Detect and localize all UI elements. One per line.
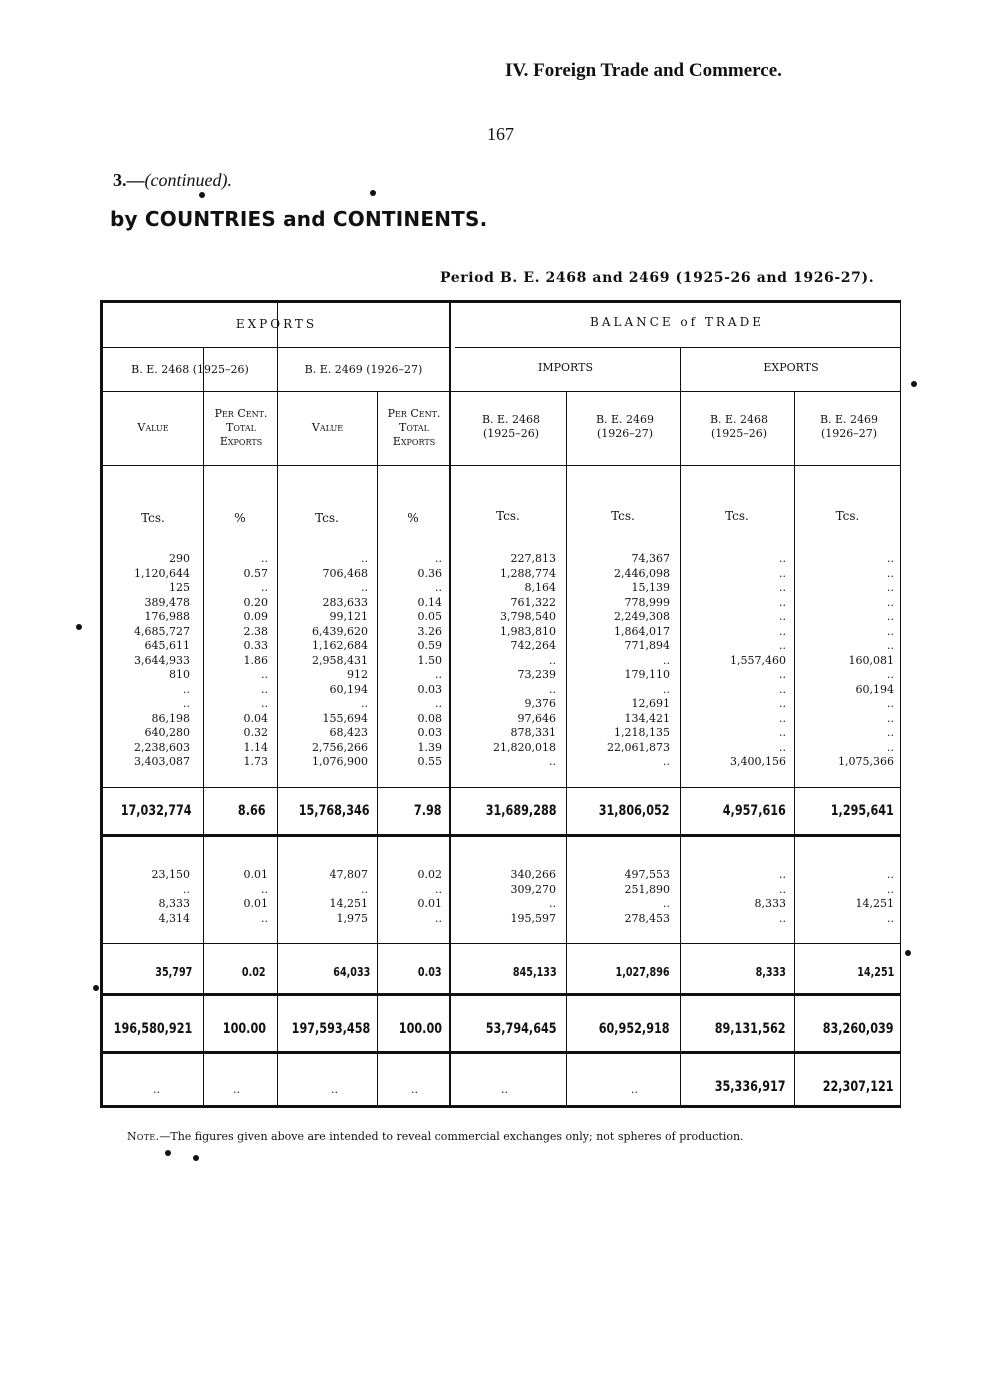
block2-total-pct-2469: 0.03 — [418, 965, 442, 979]
table-cell: .. — [887, 697, 894, 710]
table-cell: 227,813 — [510, 552, 556, 565]
table-cell: 74,367 — [631, 552, 670, 565]
table-cell: .. — [887, 740, 894, 754]
block1-total-imports-2468: 31,689,288 — [486, 803, 557, 819]
block2-exports-2468 — [755, 868, 787, 926]
rule-grand-total — [103, 1051, 901, 1054]
table-cell: .. — [361, 552, 368, 565]
table-cell: 0.33 — [243, 639, 268, 652]
col-pct-2469: Per Cent. Total Exports — [387, 407, 441, 448]
unit-label: % — [407, 511, 419, 525]
unit-label: Tcs. — [835, 509, 860, 523]
unit-label: Tcs. — [611, 509, 635, 523]
table-cell: .. — [549, 653, 556, 667]
table-cell: 60,194 — [329, 682, 368, 696]
header-imports: IMPORTS — [538, 361, 593, 374]
balance-cell: .. — [153, 1083, 160, 1096]
table-cell: .. — [261, 911, 268, 925]
table-cell: 8,164 — [524, 581, 556, 594]
table-cell: .. — [779, 668, 786, 681]
balance-cell: .. — [501, 1083, 508, 1096]
table-cell: 0.01 — [243, 897, 268, 910]
table-cell: 195,597 — [510, 911, 556, 925]
rule-subheader — [103, 391, 901, 392]
block2-imports-2469 — [625, 868, 671, 926]
block1-exports-2469 — [838, 552, 894, 770]
table-cell: 60,194 — [855, 682, 894, 696]
table-cell: .. — [361, 581, 368, 594]
table-cell: 0.59 — [417, 639, 442, 652]
table-cell: 778,999 — [624, 595, 670, 609]
table-cell: 1,864,017 — [614, 624, 670, 638]
table-cell: .. — [261, 668, 268, 681]
table-cell: 3.26 — [417, 624, 442, 638]
block1-value-2468 — [134, 552, 190, 770]
continued-label: (continued). — [144, 170, 232, 190]
grand-total-exports-2469: 83,260,039 — [823, 1021, 894, 1037]
table-cell: .. — [887, 552, 894, 565]
table-cell: .. — [435, 552, 442, 565]
table-cell: .. — [663, 682, 670, 696]
table-cell: 4,685,727 — [134, 624, 190, 638]
col-divider — [566, 391, 567, 1108]
table-cell: 47,807 — [329, 868, 368, 881]
balance-cell: .. — [411, 1083, 418, 1096]
table-cell: 706,468 — [322, 566, 368, 580]
block2-imports-2468 — [511, 868, 557, 926]
table-note — [127, 1130, 744, 1143]
block2-total-value-2468: 35,797 — [154, 965, 192, 979]
table-cell: .. — [779, 697, 786, 710]
ink-speck — [199, 192, 205, 198]
table-cell: 2,249,308 — [614, 610, 670, 623]
table-cell: 22,061,873 — [607, 740, 670, 754]
ink-speck — [905, 950, 911, 956]
table-cell: 640,280 — [144, 726, 190, 739]
table-cell: 9,376 — [524, 697, 556, 710]
unit-label: % — [234, 511, 246, 525]
table-cell: 14,251 — [329, 897, 368, 910]
unit-label: Tcs. — [141, 511, 165, 525]
table-cell: 742,264 — [510, 639, 556, 652]
table-cell: .. — [663, 755, 670, 768]
table-cell: 0.05 — [417, 610, 442, 623]
table-cell: .. — [887, 595, 894, 609]
col-divider — [377, 391, 378, 1108]
table-cell: 0.03 — [417, 726, 442, 739]
table-cell: 3,403,087 — [134, 755, 190, 768]
table-cell: .. — [261, 697, 268, 710]
rule-block2-total — [103, 993, 901, 996]
table-cell: 1.86 — [243, 653, 268, 667]
block1-exports-2468 — [730, 552, 786, 770]
block1-total-exports-2469: 1,295,641 — [830, 803, 894, 819]
table-cell: 1,218,135 — [614, 726, 670, 739]
table-cell: .. — [887, 566, 894, 580]
table-cell: .. — [663, 653, 670, 667]
unit-label: Tcs. — [315, 511, 339, 525]
table-cell: 1.39 — [417, 740, 442, 754]
table-cell: 155,694 — [322, 711, 368, 725]
balance-cell: .. — [331, 1083, 338, 1096]
table-cell: .. — [435, 697, 442, 710]
table-cell: 1,288,774 — [500, 566, 556, 580]
table-cell: .. — [435, 668, 442, 681]
table-cell: 0.01 — [417, 897, 442, 910]
table-cell: 3,644,933 — [134, 653, 190, 667]
table-cell: 2,446,098 — [614, 566, 670, 580]
table-cell: 68,423 — [329, 726, 368, 739]
table-cell: 1,120,644 — [134, 566, 190, 580]
balance-cell: .. — [233, 1083, 240, 1096]
block2-pct-2469 — [418, 868, 443, 926]
table-cell: 1.73 — [243, 755, 268, 768]
ink-speck — [193, 1155, 199, 1161]
header-balance-group: BALANCE of TRADE — [590, 315, 764, 329]
ink-speck — [93, 985, 99, 991]
col-pct-2468: Per Cent. Total Exports — [214, 407, 268, 448]
grand-total-imports-2468: 53,794,645 — [486, 1021, 557, 1037]
table-cell: 761,322 — [510, 595, 556, 609]
block2-exports-2469 — [856, 868, 895, 926]
table-cell: .. — [261, 581, 268, 594]
table-cell: .. — [779, 868, 786, 881]
table-cell: 0.36 — [417, 566, 442, 580]
col-value-2468: Value — [137, 421, 169, 434]
table-cell: .. — [887, 624, 894, 638]
table-cell: .. — [887, 911, 894, 925]
table-cell: 179,110 — [624, 668, 670, 681]
balance-exports-2468: 35,336,917 — [715, 1079, 786, 1095]
block2-total-exports-2468: 8,333 — [755, 965, 786, 979]
col-value-2469: Value — [311, 421, 344, 434]
header-exports: EXPORTS — [763, 361, 819, 374]
table-cell: 2,238,603 — [134, 740, 190, 754]
table-cell: .. — [887, 610, 894, 623]
table-cell: .. — [887, 726, 894, 739]
table-cell: .. — [779, 610, 786, 623]
balance-exports-2469: 22,307,121 — [823, 1079, 894, 1095]
table-cell: .. — [887, 882, 894, 896]
table-cell: 160,081 — [848, 653, 894, 667]
table-cell: .. — [887, 581, 894, 594]
col-divider — [794, 391, 795, 1108]
note-text: —The figures given above are intended to reveal commercial exchanges only; not spheres of production. — [159, 1130, 744, 1143]
col-imports-2468: B. E. 2468 (1925–26) — [481, 413, 541, 440]
table-cell: 309,270 — [510, 882, 556, 896]
table-cell: 0.55 — [417, 755, 442, 768]
table-cell: 1,075,366 — [838, 755, 894, 768]
table-cell: 1.14 — [243, 740, 268, 754]
table-cell: 125 — [169, 581, 190, 594]
table-cell: 1,162,684 — [312, 639, 368, 652]
table-subtitle: by COUNTRIES and CONTINENTS. — [110, 207, 488, 231]
unit-label: Tcs. — [725, 509, 749, 523]
grand-total-imports-2469: 60,952,918 — [599, 1021, 670, 1037]
block1-total-pct-2468: 8.66 — [238, 803, 266, 819]
table-cell: 0.57 — [243, 566, 268, 580]
unit-label: Tcs. — [496, 509, 520, 523]
col-divider — [680, 347, 681, 1108]
table-cell: .. — [663, 897, 670, 910]
table-cell: 2,756,266 — [312, 740, 368, 754]
block2-pct-2468 — [244, 868, 269, 926]
block1-total-exports-2468: 4,957,616 — [722, 803, 786, 819]
block1-imports-2469 — [607, 552, 670, 770]
rule-balance-group — [455, 347, 901, 348]
table-cell: .. — [779, 624, 786, 638]
col-divider — [203, 347, 204, 1108]
table-cell: .. — [549, 682, 556, 696]
period-heading: Period B. E. 2468 and 2469 (1925-26 and 1926-27). — [440, 270, 875, 286]
table-cell: 12,691 — [631, 697, 670, 710]
table-cell: .. — [887, 711, 894, 725]
table-cell: .. — [549, 897, 556, 910]
table-cell: .. — [261, 552, 268, 565]
table-cell: 0.01 — [243, 868, 268, 881]
block2-total-pct-2468: 0.02 — [242, 965, 266, 979]
table-cell: 645,611 — [144, 639, 190, 652]
table-cell: .. — [261, 682, 268, 696]
col-imports-2469: B. E. 2469 (1926–27) — [595, 413, 655, 440]
table-cell: 73,239 — [517, 668, 556, 681]
table-cell: 0.08 — [417, 711, 442, 725]
table-cell: 134,421 — [624, 711, 670, 725]
block2-total-exports-2469: 14,251 — [856, 965, 894, 979]
table-cell: .. — [183, 882, 190, 896]
table-cell: .. — [779, 682, 786, 696]
table-cell: 1,076,900 — [312, 755, 368, 768]
rule-block1-end — [103, 787, 901, 788]
table-cell: .. — [549, 755, 556, 768]
table-cell: 97,646 — [517, 711, 556, 725]
table-cell: 389,478 — [144, 595, 190, 609]
block1-total-imports-2469: 31,806,052 — [599, 803, 670, 819]
table-cell: 278,453 — [624, 911, 670, 925]
table-cell: 6,439,620 — [312, 624, 368, 638]
table-cell: 2,958,431 — [312, 653, 368, 667]
table-cell: 0.32 — [243, 726, 268, 739]
table-cell: 340,266 — [510, 868, 556, 881]
table-cell: 912 — [347, 668, 368, 681]
ink-speck — [76, 624, 82, 630]
table-cell: .. — [779, 581, 786, 594]
table-cell: .. — [261, 882, 268, 896]
grand-total-value-2468: 196,580,921 — [113, 1021, 192, 1037]
table-cell: 0.02 — [417, 868, 442, 881]
block1-pct-2469 — [418, 552, 443, 770]
trade-table — [100, 300, 901, 1108]
table-cell: .. — [779, 882, 786, 896]
table-cell: .. — [779, 552, 786, 565]
table-cell: 86,198 — [151, 711, 190, 725]
table-cell: 497,553 — [624, 868, 670, 881]
table-cell: .. — [183, 682, 190, 696]
table-cell: 15,139 — [631, 581, 670, 594]
grand-total-pct-2468: 100.00 — [222, 1021, 266, 1037]
table-continued-heading — [113, 170, 232, 191]
table-cell: 0.04 — [243, 711, 268, 725]
table-cell: .. — [887, 668, 894, 681]
table-cell: 3,400,156 — [730, 755, 786, 768]
block1-pct-2468 — [244, 552, 269, 770]
grand-total-value-2469: 197,593,458 — [291, 1021, 370, 1037]
table-cell: .. — [435, 911, 442, 925]
col-divider-main — [449, 303, 451, 1108]
table-cell: 1,557,460 — [730, 653, 786, 667]
table-cell: 1,975 — [336, 911, 368, 925]
table-cell: .. — [887, 868, 894, 881]
table-cell: .. — [779, 740, 786, 754]
block1-value-2469 — [312, 552, 368, 770]
table-cell: 99,121 — [329, 610, 368, 623]
block1-total-pct-2469: 7.98 — [414, 803, 442, 819]
table-cell: .. — [779, 726, 786, 739]
table-cell: .. — [779, 711, 786, 725]
table-cell: .. — [435, 581, 442, 594]
table-cell: 810 — [169, 668, 190, 681]
table-cell: 21,820,018 — [493, 740, 556, 754]
table-cell: 251,890 — [624, 882, 670, 896]
block2-value-2469 — [330, 868, 369, 926]
grand-total-exports-2468: 89,131,562 — [715, 1021, 786, 1037]
table-cell: 290 — [169, 552, 190, 565]
block1-total-value-2469: 15,768,346 — [299, 803, 370, 819]
table-cell: 2.38 — [243, 624, 268, 638]
block2-value-2468 — [152, 868, 191, 926]
page-number: 167 — [487, 124, 514, 144]
rule-colheader — [103, 465, 901, 466]
note-label: Note. — [127, 1130, 160, 1143]
table-cell: .. — [887, 639, 894, 652]
ink-speck — [911, 381, 917, 387]
table-cell: 0.03 — [417, 682, 442, 696]
table-cell: .. — [779, 566, 786, 580]
table-cell: 283,633 — [322, 595, 368, 609]
rule-block1-total — [103, 834, 901, 837]
table-cell: .. — [435, 882, 442, 896]
table-cell: .. — [779, 639, 786, 652]
table-cell: .. — [361, 697, 368, 710]
section-header: IV. Foreign Trade and Commerce. — [505, 60, 782, 81]
table-cell: 8,333 — [754, 897, 786, 910]
table-cell: 3,798,540 — [500, 610, 556, 623]
block2-total-imports-2469: 1,027,896 — [615, 965, 670, 979]
table-cell: .. — [183, 697, 190, 710]
table-number: 3.— — [113, 170, 145, 190]
balance-cell: .. — [631, 1083, 638, 1096]
col-exports-2468: B. E. 2468 (1925–26) — [709, 413, 769, 440]
table-cell: .. — [361, 882, 368, 896]
ink-speck — [370, 190, 376, 196]
table-cell: .. — [779, 911, 786, 925]
table-cell: 176,988 — [144, 610, 190, 623]
table-cell: 0.14 — [417, 595, 442, 609]
grand-total-pct-2469: 100.00 — [398, 1021, 442, 1037]
rule-block2-end — [103, 943, 901, 944]
table-cell: 14,251 — [855, 897, 894, 910]
table-cell: 0.09 — [243, 610, 268, 623]
table-cell: 23,150 — [151, 868, 190, 881]
table-cell: 4,314 — [158, 911, 190, 925]
block2-total-value-2469: 64,033 — [332, 965, 370, 979]
table-cell: 1,983,810 — [500, 624, 556, 638]
table-cell: 878,331 — [510, 726, 556, 739]
table-cell: 771,894 — [624, 639, 670, 652]
header-exports-group: EXPORTS — [235, 317, 318, 331]
header-be2468: B. E. 2468 (1925–26) — [131, 363, 249, 376]
header-be2469: B. E. 2469 (1926–27) — [304, 363, 423, 376]
table-cell: 1.50 — [417, 653, 442, 667]
block1-imports-2468 — [493, 552, 556, 770]
table-cell: .. — [779, 595, 786, 609]
table-cell: 0.20 — [243, 595, 268, 609]
ink-speck — [165, 1150, 171, 1156]
col-exports-2469: B. E. 2469 (1926–27) — [819, 413, 879, 440]
block2-total-imports-2468: 845,133 — [513, 965, 557, 979]
table-cell: 8,333 — [158, 897, 190, 910]
block1-total-value-2468: 17,032,774 — [121, 803, 192, 819]
